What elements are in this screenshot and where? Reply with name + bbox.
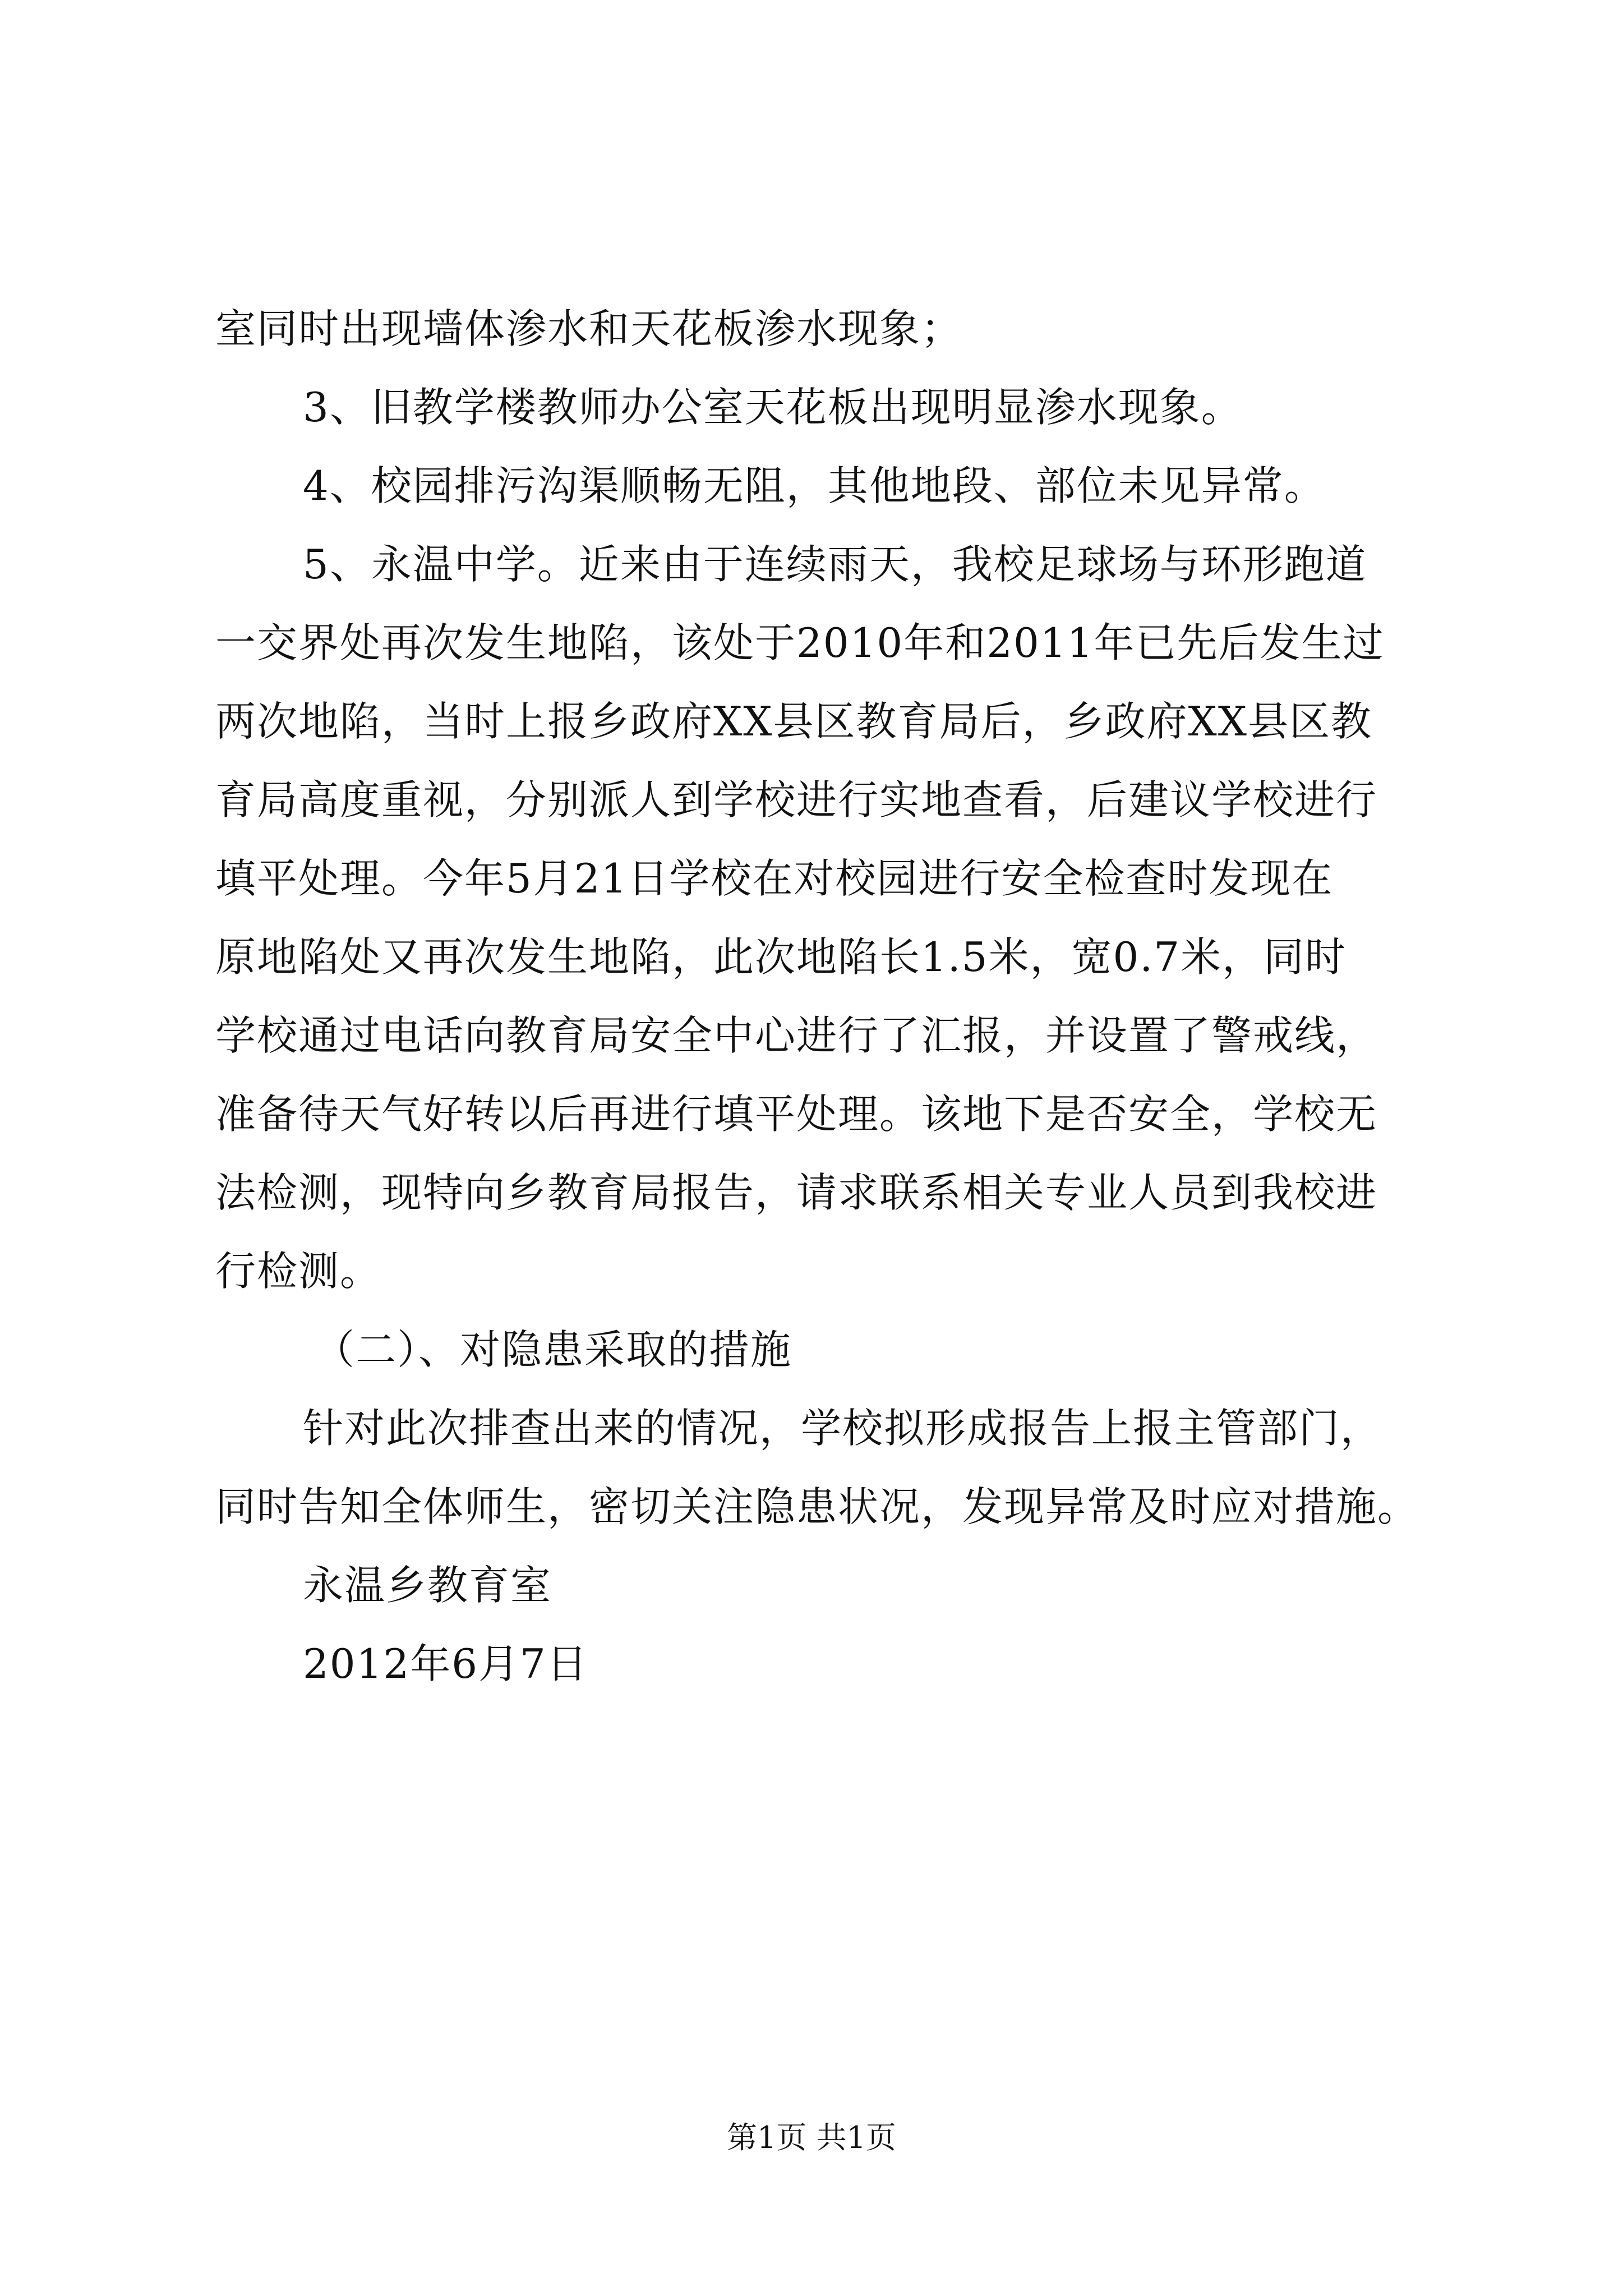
- signature-organization: 永温乡教育室: [303, 1562, 552, 1609]
- paragraph-line: 行检测。: [215, 1248, 382, 1295]
- list-item-3: 3、旧教学楼教师办公室天花板出现明显渗水现象。: [303, 384, 1243, 431]
- paragraph-line: 法检测，现特向乡教育局报告，请求联系相关专业人员到我校进: [215, 1169, 1378, 1216]
- page-footer: 第1页 共1页: [727, 2120, 896, 2155]
- paragraph-line: 一交界处再次发生地陷，该处于2010年和2011年已先后发生过: [215, 619, 1385, 666]
- list-item-4: 4、校园排污沟渠顺畅无阻，其他地段、部位未见异常。: [303, 462, 1326, 509]
- paragraph-line: 针对此次排查出来的情况，学校拟形成报告上报主管部门，: [303, 1405, 1382, 1452]
- paragraph-line: 学校通过电话向教育局安全中心进行了汇报，并设置了警戒线，: [215, 1012, 1378, 1059]
- paragraph-line: 准备待天气好转以后再进行填平处理。该地下是否安全，学校无: [215, 1091, 1378, 1138]
- paragraph-line: 育局高度重视，分别派人到学校进行实地查看，后建议学校进行: [215, 776, 1378, 823]
- paragraph-line: 原地陷处又再次发生地陷，此次地陷长1.5米，宽0.7米，同时: [215, 933, 1347, 981]
- paragraph-line: 同时告知全体师生，密切关注隐患状况，发现异常及时应对措施。: [215, 1483, 1419, 1530]
- section-heading: （二）、对隐患采取的措施: [314, 1326, 792, 1373]
- paragraph-line: 两次地陷，当时上报乡政府XX县区教育局后，乡政府XX县区教: [215, 698, 1373, 745]
- paragraph-line: 室同时出现墙体渗水和天花板渗水现象；: [215, 305, 963, 352]
- paragraph-line: 填平处理。今年5月21日学校在对校园进行安全检查时发现在: [215, 855, 1334, 902]
- signature-date: 2012年6月7日: [303, 1640, 588, 1687]
- list-item-5: 5、永温中学。近来由于连续雨天，我校足球场与环形跑道: [303, 541, 1367, 588]
